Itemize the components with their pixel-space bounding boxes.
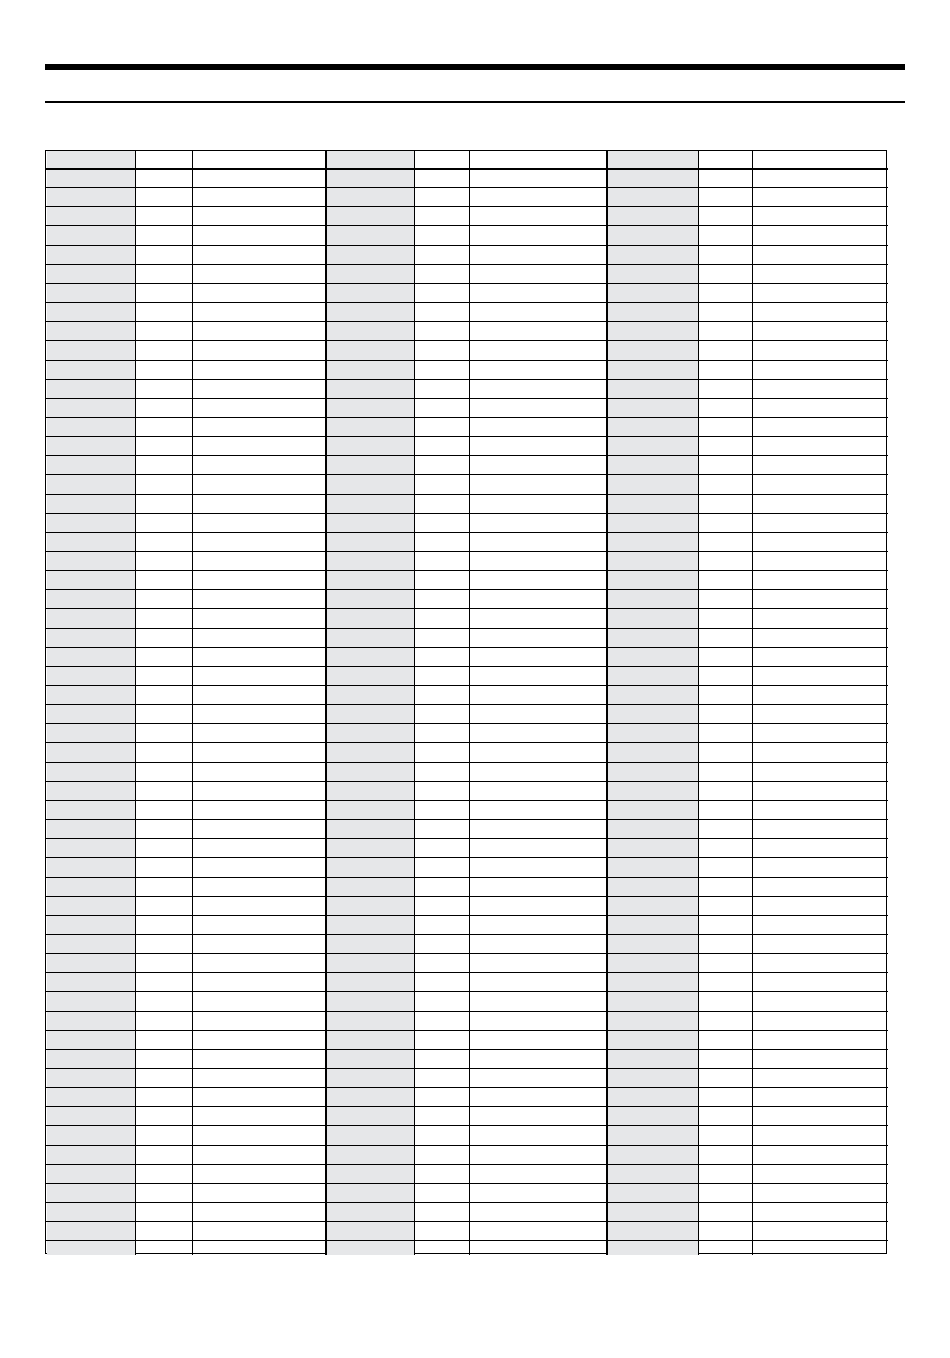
row-divider [46,379,888,380]
row-divider [46,1011,888,1012]
row-divider [46,283,888,284]
row-divider [46,991,888,992]
row-divider [46,1049,888,1050]
row-divider [46,1106,888,1107]
row-divider [46,1068,888,1069]
row-divider [46,1030,888,1031]
row-divider [46,896,888,897]
code-column-shade-2 [326,151,414,1255]
column-divider [698,151,699,1255]
column-divider [192,151,193,1255]
row-divider [46,1183,888,1184]
column-divider [752,151,753,1255]
header-rule-thin [45,101,905,103]
row-divider [46,762,888,763]
header-rule-thick [45,64,905,70]
row-divider [46,321,888,322]
row-divider [46,589,888,590]
column-divider [414,151,415,1255]
row-divider [46,551,888,552]
row-divider [46,1087,888,1088]
row-divider [46,474,888,475]
row-divider [46,781,888,782]
row-divider [46,532,888,533]
column-divider [469,151,470,1255]
row-divider [46,857,888,858]
row-divider [46,838,888,839]
row-divider [46,877,888,878]
row-divider [46,494,888,495]
row-divider [46,436,888,437]
row-divider [46,1240,888,1241]
row-divider [46,513,888,514]
row-divider [46,915,888,916]
row-divider [46,187,888,188]
row-divider [46,302,888,303]
row-divider [46,934,888,935]
row-divider [46,608,888,609]
row-divider [46,628,888,629]
header-row-divider [46,168,888,170]
row-divider [46,340,888,341]
row-divider [46,742,888,743]
row-divider [46,1145,888,1146]
row-divider [46,264,888,265]
group-divider [606,151,608,1255]
code-column-shade-1 [47,151,135,1255]
row-divider [46,360,888,361]
group-divider [325,151,327,1255]
row-divider [46,417,888,418]
row-divider [46,225,888,226]
data-table [45,150,887,1254]
row-divider [46,206,888,207]
row-divider [46,972,888,973]
row-divider [46,704,888,705]
row-divider [46,800,888,801]
row-divider [46,1125,888,1126]
row-divider [46,819,888,820]
row-divider [46,953,888,954]
code-column-shade-3 [607,151,698,1255]
row-divider [46,1164,888,1165]
row-divider [46,570,888,571]
column-divider [135,151,136,1255]
row-divider [46,685,888,686]
row-divider [46,723,888,724]
row-divider [46,1221,888,1222]
row-divider [46,398,888,399]
row-divider [46,455,888,456]
row-divider [46,1202,888,1203]
row-divider [46,647,888,648]
row-divider [46,666,888,667]
row-divider [46,245,888,246]
